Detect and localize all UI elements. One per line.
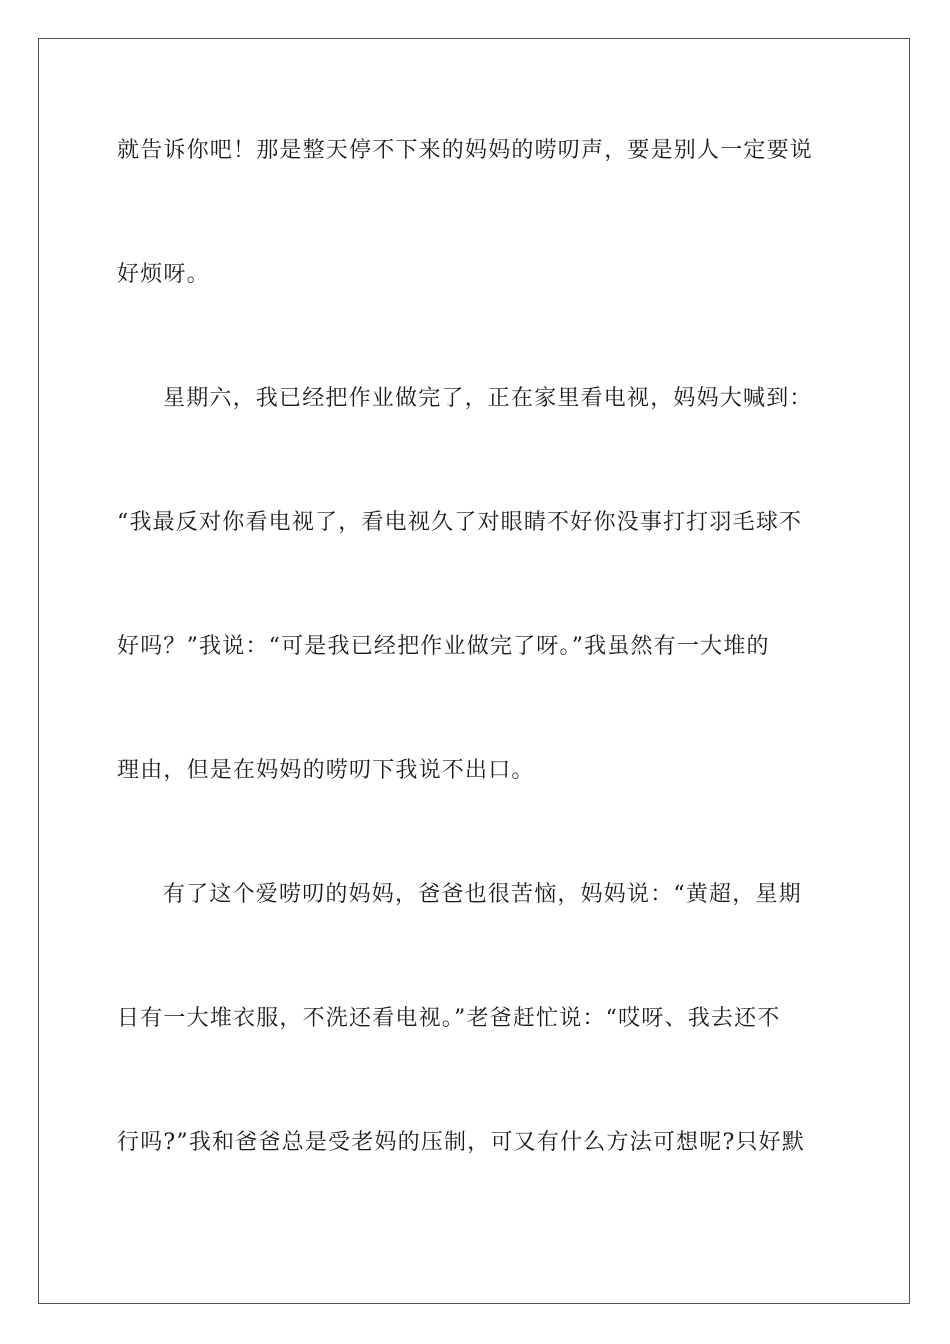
text-line: 好吗？”我说：“可是我已经把作业做完了呀。”我虽然有一大堆的 [117,634,770,659]
paragraph-start-line: 有了这个爱唠叨的妈妈，爸爸也很苦恼，妈妈说：“黄超，星期 [163,882,802,907]
text-line: 日有一大堆衣服，不洗还看电视。”老爸赶忙说：“哎呀、我去还不 [117,1006,781,1031]
text-line: 行吗?”我和爸爸总是受老妈的压制，可又有什么方法可想呢?只好默 [117,1130,806,1155]
text-line: 就告诉你吧！那是整天停不下来的妈妈的唠叨声，要是别人一定要说 [117,138,814,163]
text-line: 好烦呀。 [117,262,210,287]
page-border [38,38,910,1304]
paragraph-start-line: 星期六，我已经把作业做完了，正在家里看电视，妈妈大喊到： [163,386,813,411]
text-line: “我最反对你看电视了，看电视久了对眼睛不好你没事打打羽毛球不 [117,510,803,535]
text-line: 理由，但是在妈妈的唠叨下我说不出口。 [117,758,535,783]
